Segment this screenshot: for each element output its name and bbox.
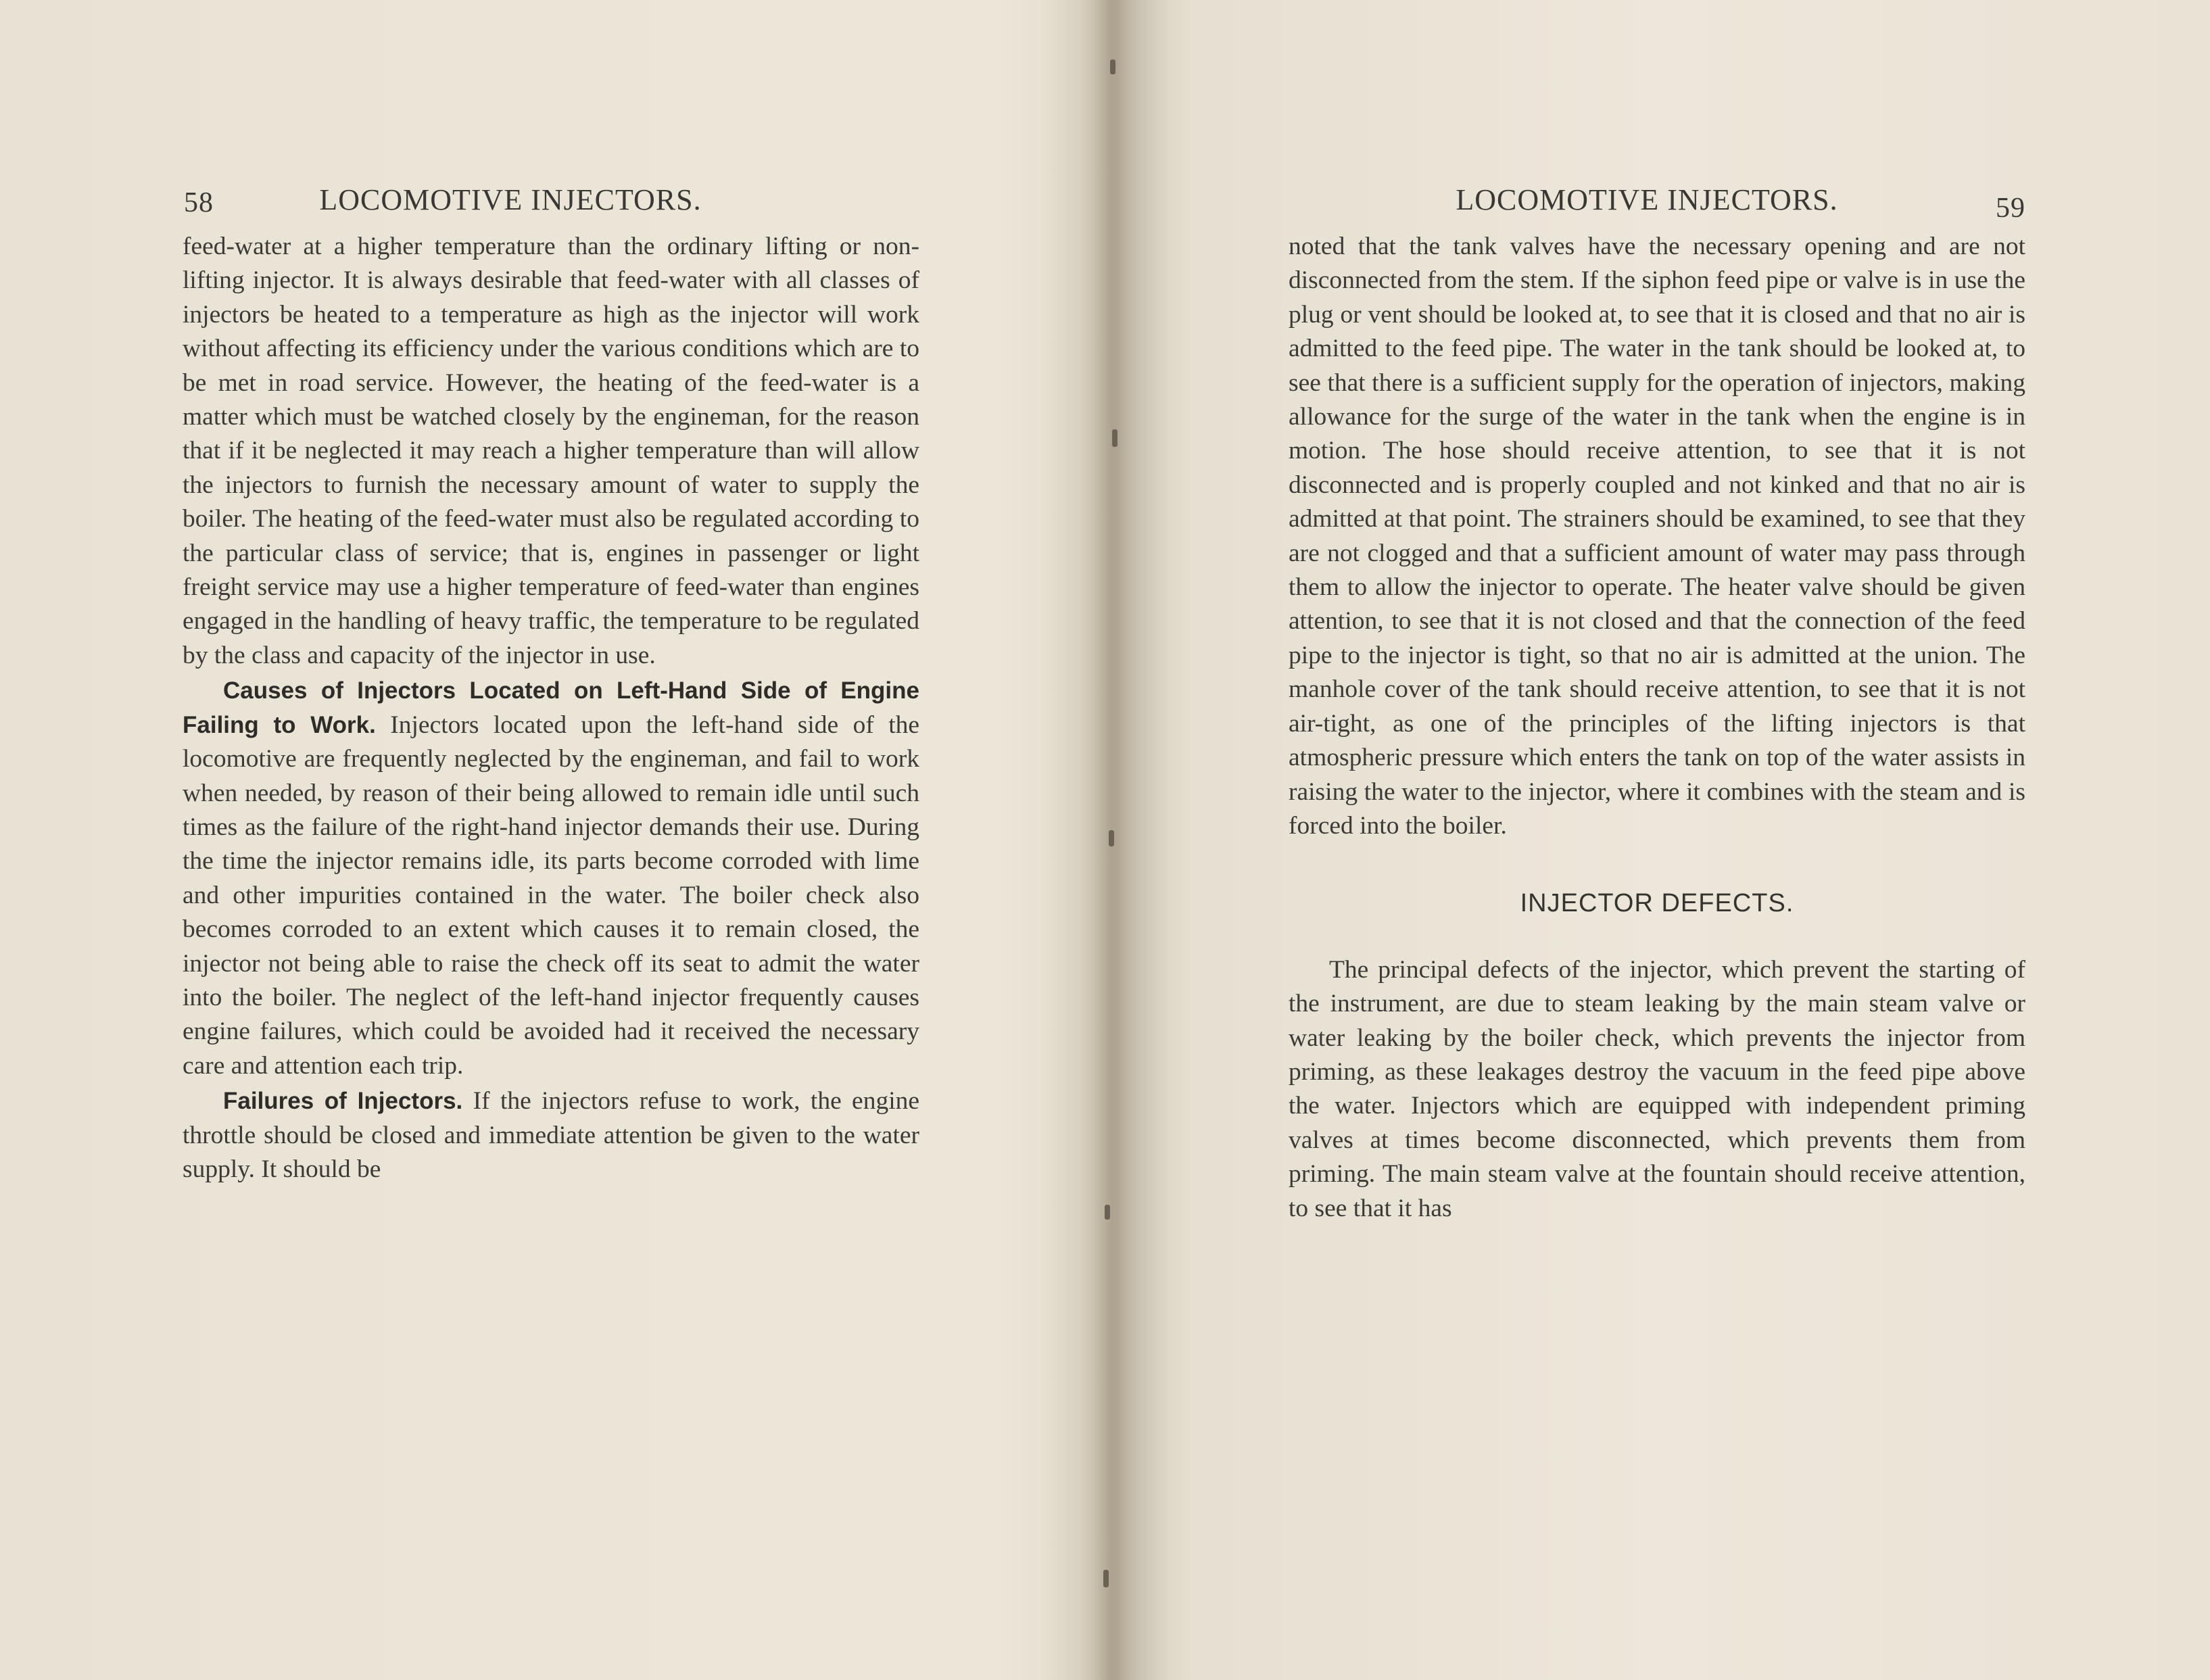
gutter-shadow — [1041, 0, 1170, 1680]
paragraph — [1289, 953, 2025, 1226]
paragraph-text: If the injectors refuse to work, the engine throttle should be closed and immediate attention be given to the water supply. It should be — [183, 1087, 920, 1183]
paragraph — [183, 674, 919, 1083]
page-body — [183, 230, 919, 1186]
left-page — [183, 183, 919, 1186]
gutter-binding-mark — [1103, 1570, 1109, 1587]
paragraph — [183, 1084, 919, 1186]
paragraph-text: Injectors located upon the left-hand side of the locomotive are frequently neglected by the engineman, and fail to work when needed, by reason of their being allowed to remain idle until such times as the failure of the right-hand injector demands their use. During the time the injector remains idle, its parts become corroded with lime and other impurities contained in the water. The boiler check also becomes corroded to an extent which causes it to remain closed, the injector not being able to raise the check off its seat to admit the water into the boiler. The neglect of the left-hand injector frequently causes engine failures, which could be avoided had it received the necessary care and attention each trip. — [183, 711, 920, 1080]
gutter-binding-mark — [1110, 59, 1115, 74]
running-title: LOCOMOTIVE INJECTORS. — [1456, 183, 1838, 216]
paragraph-text: feed-water at a higher temperature than the ordinary lifting or non-lifting injector. It is always desirable that feed-water with all classes of injectors be heated to a temperature as high as the injector will work without affecting its efficiency under the various conditions which are to be met in road service. However, the heating of the feed-water is a matter which must be watched closely by the engineman, for the reason that if it be neglected it may reach a higher temperature than will allow the injectors to furnish the necessary amount of water to supply the boiler. The heating of the feed-water must also be regulated according to the particular class of service; that is, engines in passenger or light freight service may use a higher temperature of feed-water than engines engaged in the handling of heavy traffic, the temperature to be regulated by the class and capacity of the injector in use. — [183, 233, 919, 669]
section-heading: INJECTOR DEFECTS. — [1520, 889, 1794, 918]
run-in-heading: Causes of Injectors Located on Left-Hand Side of Engine Failing to Work. — [183, 677, 919, 738]
running-head — [1289, 183, 2025, 230]
page-number: 59 — [1996, 193, 2025, 224]
gutter-binding-mark — [1112, 429, 1118, 447]
gutter-binding-mark — [1105, 1205, 1110, 1220]
run-in-heading: Failures of Injectors. — [223, 1088, 463, 1115]
page-body — [1289, 230, 2025, 1226]
paragraph — [183, 230, 919, 673]
page-number: 58 — [184, 187, 214, 218]
paragraph-text: The principal defects of the injector, which prevent the starting of the instrument, are due to steam leaking by the main steam valve or water leaking by the boiler check, which prevents the injector from priming, as these leakages destroy the vacuum in the feed pipe above the water. Injectors which are equipped with independent priming valves at times become disconnected, which prevents them from priming. The main steam valve at the fountain should receive attention, to see that it has — [1289, 955, 2025, 1222]
running-title: LOCOMOTIVE INJECTORS. — [319, 183, 702, 216]
right-page — [1289, 183, 2025, 1226]
paragraph-text: noted that the tank valves have the necessary opening and are not disconnected from the stem. If the siphon feed pipe or valve is in use the plug or vent should be looked at, to see that it is closed and that no air is admitted to the feed pipe. The water in the tank should be looked at, to see that there is a sufficient supply for the operation of injectors, making allowance for the surge of the water in the tank when the engine is in motion. The hose should receive attention, to see that it is not disconnected and is properly coupled and not kinked and that no air is admitted at that point. The strainers should be examined, to see that they are not clogged and that a sufficient amount of water may pass through them to allow the injector to operate. The heater valve should be given attention, to see that it is not closed and that the connection of the feed pipe to the injector is tight, so that no air is admitted at the union. The manhole cover of the tank should receive attention, to see that it is not air-tight, as one of the principles of the lifting injectors is that atmospheric pressure which enters the tank on top of the water assists in raising the water to the injector, where it combines with the steam and is forced into the boiler. — [1289, 233, 2025, 840]
paragraph — [1289, 230, 2025, 843]
gutter-binding-mark — [1109, 830, 1114, 846]
running-head — [183, 183, 919, 230]
